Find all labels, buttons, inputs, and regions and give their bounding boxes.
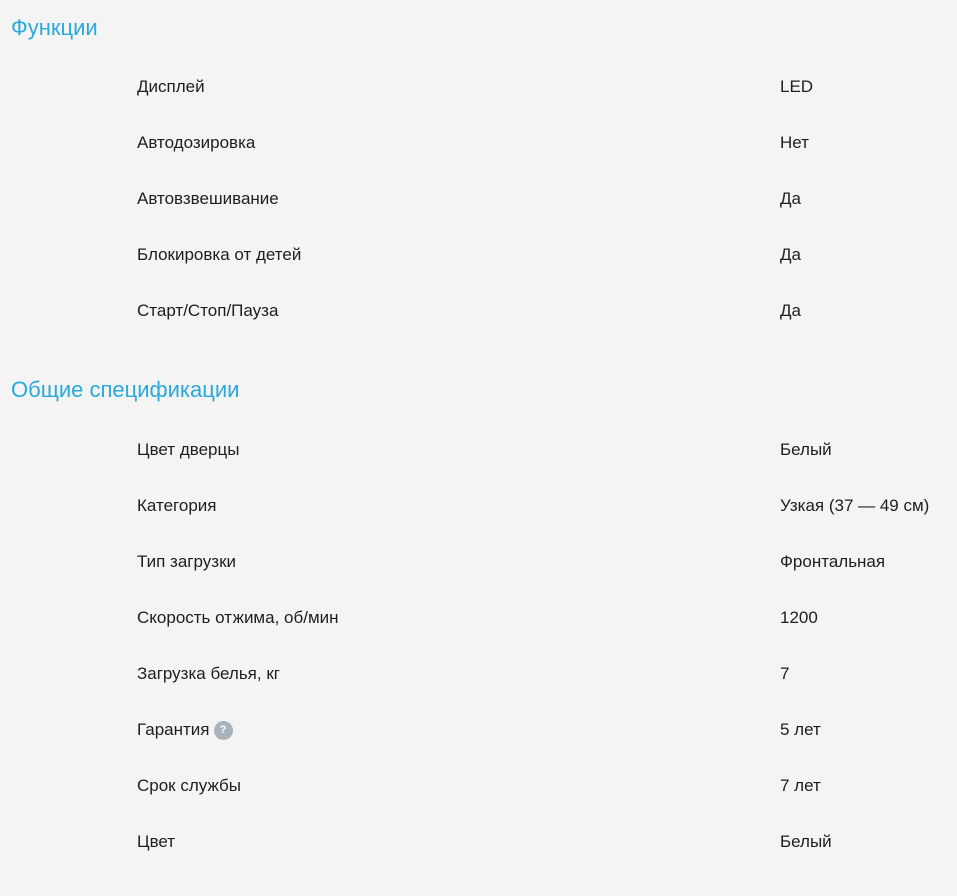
spec-label-warranty: [137, 718, 233, 742]
spec-value: 7: [780, 664, 790, 683]
spec-label-text: Гарантия: [137, 720, 210, 739]
spec-row-auto-dosing: [0, 131, 957, 155]
spec-value: Да: [780, 189, 801, 208]
spec-value: Да: [780, 301, 801, 320]
spec-row-spin-speed: [0, 606, 957, 630]
spec-label: Блокировка от детей: [137, 245, 302, 264]
spec-value: LED: [780, 77, 814, 96]
spec-row-door-color: [0, 438, 957, 462]
spec-value: Да: [780, 245, 801, 264]
spec-value: 5 лет: [780, 720, 821, 739]
spec-label: Цвет: [137, 832, 176, 851]
section-title-general-specs: Общие спецификации: [11, 377, 240, 402]
spec-label: Категория: [137, 496, 217, 515]
spec-row-load-type: [0, 550, 957, 574]
spec-label: Автодозировка: [137, 133, 256, 152]
spec-value: 7 лет: [780, 776, 821, 795]
spec-label: Старт/Стоп/Пауза: [137, 301, 279, 320]
spec-row-category: [0, 494, 957, 518]
spec-row-service-life: [0, 774, 957, 798]
question-icon[interactable]: ?: [214, 721, 233, 740]
spec-label: Тип загрузки: [137, 552, 237, 571]
spec-value: Узкая (37 — 49 см): [780, 496, 930, 515]
spec-label: Срок службы: [137, 776, 241, 795]
spec-row-color: [0, 830, 957, 854]
spec-label: Дисплей: [137, 77, 205, 96]
spec-value: Белый: [780, 440, 832, 459]
section-title-functions: Функции: [11, 15, 98, 40]
spec-row-child-lock: [0, 243, 957, 267]
spec-row-auto-weighing: [0, 187, 957, 211]
spec-label: Загрузка белья, кг: [137, 664, 280, 683]
spec-row-display: [0, 75, 957, 99]
spec-value: 1200: [780, 608, 818, 627]
spec-label: Автовзвешивание: [137, 189, 279, 208]
spec-row-start-stop-pause: [0, 299, 957, 323]
spec-row-warranty: [0, 718, 957, 742]
spec-label: Цвет дверцы: [137, 440, 240, 459]
spec-value: Нет: [780, 133, 809, 152]
spec-row-laundry-load: [0, 662, 957, 686]
spec-value: Белый: [780, 832, 832, 851]
spec-label: Скорость отжима, об/мин: [137, 608, 339, 627]
spec-value: Фронтальная: [780, 552, 886, 571]
